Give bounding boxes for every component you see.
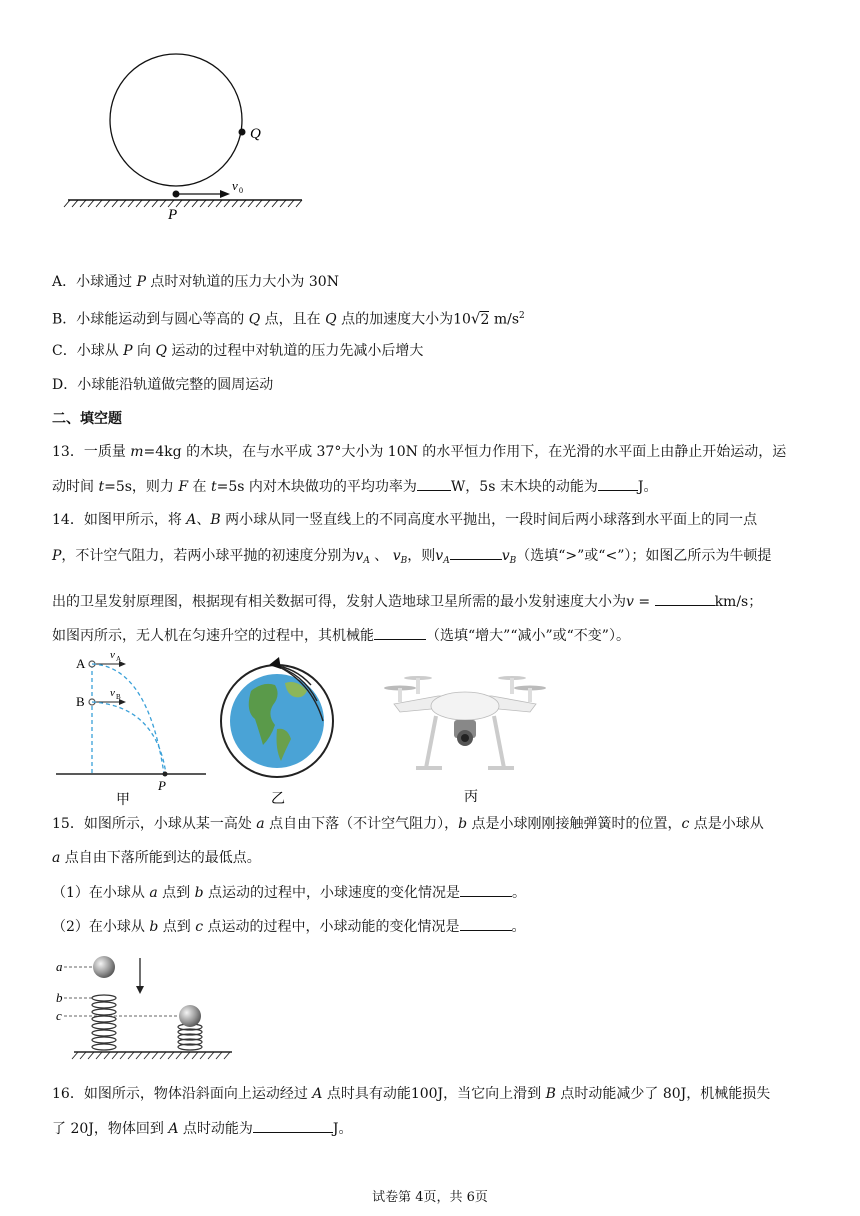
q13-line1: 13．一质量 m=4kg 的木块，在与水平成 37°大小为 10N 的水平恒力作用下，在光滑的水平面上由静止开始运动，运 [52, 444, 787, 460]
q14-line3: 出的卫星发射原理图，根据现有相关数据可得，发射人造地球卫星所需的最小发射速度大小为v = km/s； [52, 591, 762, 612]
ball-c [179, 1005, 201, 1027]
q15-sub1: （1）在小球从 a 点到 b 点运动的过程中，小球速度的变化情况是 。 [52, 882, 526, 903]
q13-line2: 动时间 t=5s，则力 F 在 t=5s 内对木块做功的平均功率为 W，5s 末木块的动能为 J。 [52, 476, 657, 497]
svg-text:c: c [56, 1008, 62, 1023]
answer-blank[interactable] [655, 591, 715, 606]
q14-line4: 如图丙所示，无人机在匀速升空的过程中，其机械能 （选填“增大”“减小”或“不变”）。 [52, 625, 630, 646]
q14-line1: 14．如图甲所示，将 A、B 两小球从同一竖直线上的不同高度水平抛出，一段时间后两小球落到水平面上的同一点 [52, 512, 758, 528]
answer-blank[interactable] [598, 476, 638, 491]
q15-line2: a 点自由下落所能到达的最低点。 [52, 850, 261, 866]
q16-line2: 了 20J，物体回到 A 点时动能为 J。 [52, 1118, 353, 1139]
option-c: C．小球从 P 向 Q 运动的过程中对轨道的压力先减小后增大 [52, 343, 424, 359]
sqrt-sign: √ [470, 309, 481, 328]
earth-globe [230, 674, 324, 768]
q14-line2: P，不计空气阻力，若两小球平抛的初速度分别为$v_A$ 、 $v_B$，则$v_A$ $v_B$（选填“>”或“<”）；如图乙所示为牛顿提 [52, 545, 771, 571]
earth-satellite-figure [215, 655, 343, 807]
page-footer: 试卷第 4页，共 6页 [372, 1190, 488, 1205]
svg-text:丙: 丙 [464, 790, 478, 805]
drone-figure [380, 668, 550, 808]
svg-text:A: A [76, 656, 86, 671]
svg-text:b: b [56, 990, 63, 1005]
svg-text:B: B [76, 694, 85, 709]
svg-text:a: a [56, 959, 63, 974]
svg-text:v: v [110, 687, 115, 699]
label-v0-sub: 0 [239, 186, 243, 195]
spring-left [92, 995, 116, 1050]
spring-right [178, 1024, 202, 1050]
answer-blank[interactable] [460, 882, 512, 897]
circle-track-figure [60, 40, 320, 225]
answer-blank[interactable] [450, 545, 502, 560]
svg-text:P: P [158, 778, 166, 793]
answer-blank[interactable] [374, 625, 426, 640]
q15-line1: 15．如图所示，小球从某一高处 a 点自由下落（不计空气阻力），b 点是小球刚刚接触弹簧时的位置，c 点是小球从 [52, 816, 764, 832]
option-a: A．小球通过 P 点时对轨道的压力大小为 30N [52, 274, 339, 290]
spring-ball-figure [52, 948, 252, 1068]
velocity-arrow [220, 190, 230, 198]
svg-text:A: A [116, 655, 122, 663]
section-heading: 二、填空题 [52, 411, 122, 427]
svg-text:乙: 乙 [271, 792, 285, 807]
label-q: Q [250, 126, 261, 142]
q15-sub2: （2）在小球从 b 点到 c 点运动的过程中，小球动能的变化情况是 。 [52, 916, 526, 937]
option-d: D．小球能沿轨道做完整的圆周运动 [52, 377, 274, 393]
label-p: P [168, 207, 178, 223]
answer-blank[interactable] [460, 916, 512, 931]
point-q-dot [239, 129, 246, 136]
label-v0: v [232, 178, 238, 193]
projectile-figure [52, 648, 210, 806]
svg-text:v: v [110, 649, 115, 661]
option-b: B．小球能运动到与圆心等高的 Q 点，且在 Q 点的加速度大小为10√2 $m/s^2$ [52, 309, 525, 328]
answer-blank[interactable] [417, 476, 451, 491]
answer-blank[interactable] [253, 1118, 333, 1133]
q16-line1: 16．如图所示，物体沿斜面向上运动经过 A 点时具有动能100J，当它向上滑到 B 点时动能减少了 80J，机械能损失 [52, 1086, 771, 1102]
ball-a [93, 956, 115, 978]
svg-text:甲: 甲 [116, 793, 130, 806]
svg-text:B: B [116, 693, 121, 701]
